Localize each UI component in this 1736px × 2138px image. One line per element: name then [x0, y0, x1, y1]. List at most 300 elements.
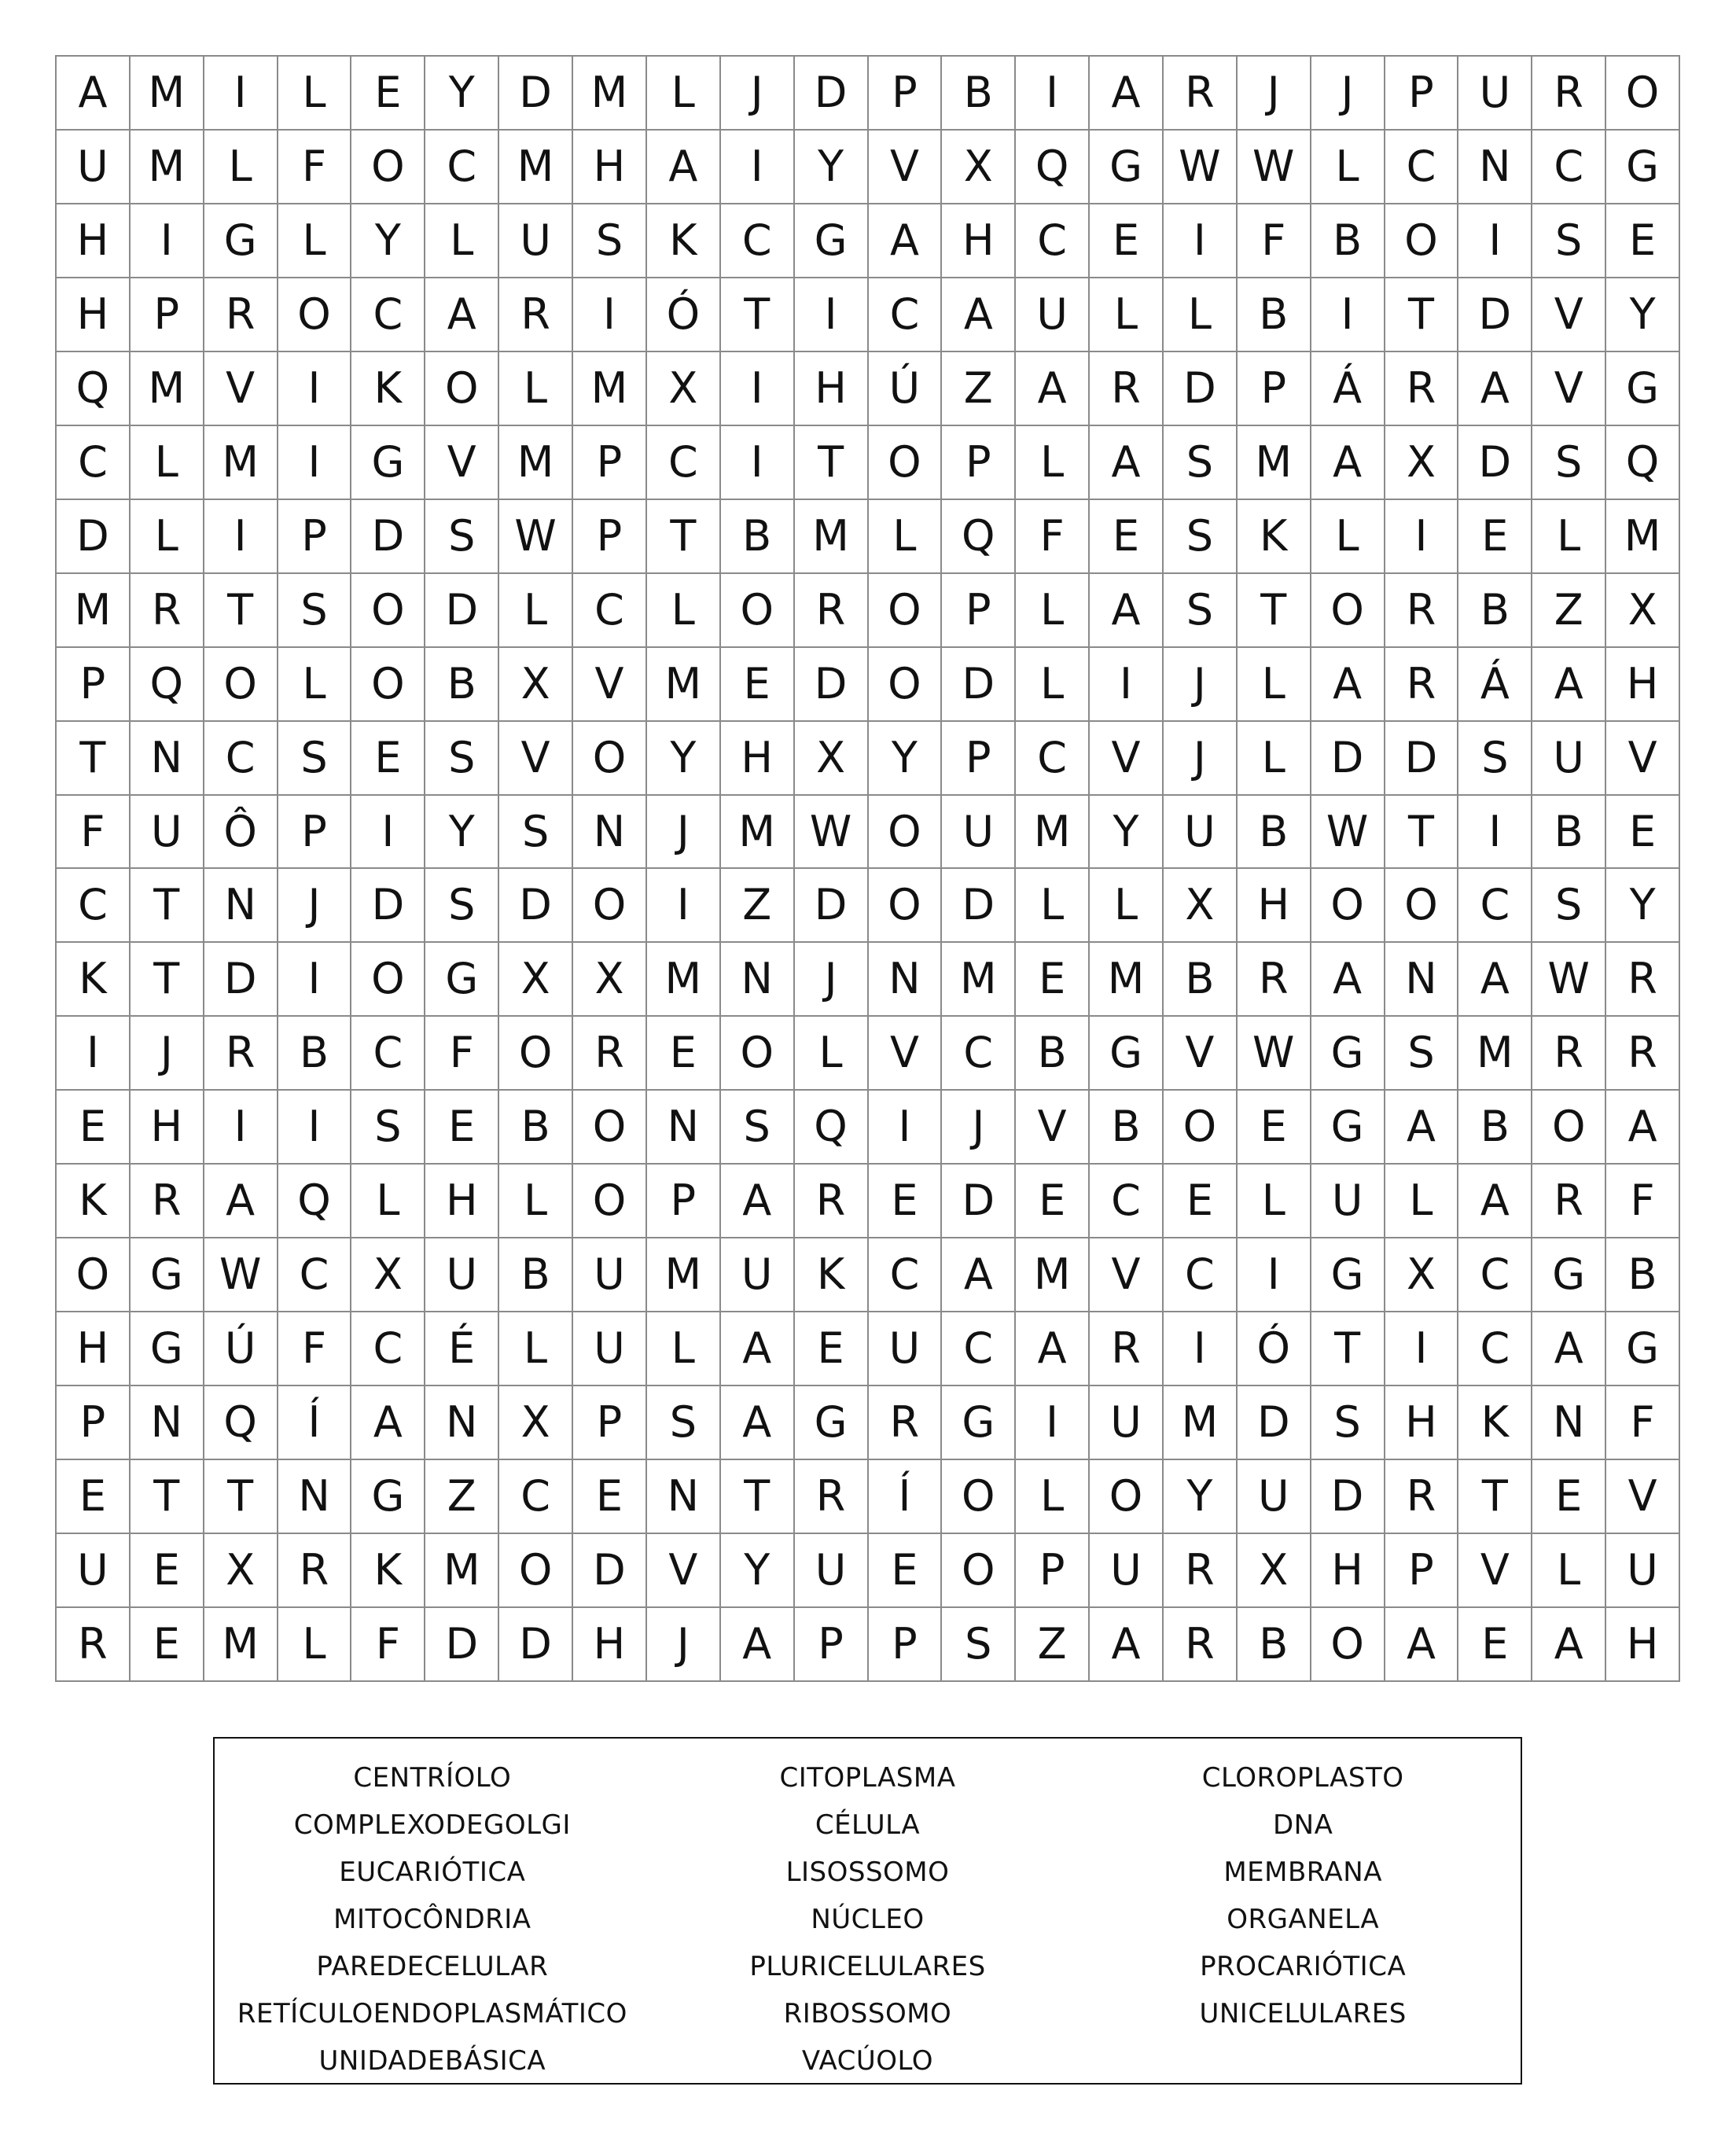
grid-cell[interactable]: I [1238, 1238, 1311, 1312]
grid-cell[interactable]: O [1606, 57, 1680, 131]
grid-cell[interactable]: Ó [1238, 1312, 1311, 1386]
grid-cell[interactable]: Z [721, 869, 795, 943]
grid-cell[interactable]: B [499, 1238, 573, 1312]
grid-cell[interactable]: G [1090, 1017, 1164, 1091]
grid-cell[interactable]: V [1016, 1091, 1090, 1165]
grid-cell[interactable]: U [1311, 1165, 1385, 1238]
grid-cell[interactable]: C [351, 1017, 425, 1091]
grid-cell[interactable]: N [1532, 1386, 1606, 1460]
grid-cell[interactable]: H [57, 204, 131, 278]
grid-cell[interactable]: O [869, 426, 943, 500]
grid-cell[interactable]: F [278, 131, 352, 204]
grid-cell[interactable]: I [204, 500, 278, 574]
grid-cell[interactable]: C [499, 1460, 573, 1534]
grid-cell[interactable]: L [131, 500, 204, 574]
grid-cell[interactable]: I [721, 352, 795, 426]
grid-cell[interactable]: U [573, 1312, 647, 1386]
grid-cell[interactable]: Q [1016, 131, 1090, 204]
grid-cell[interactable]: R [499, 278, 573, 352]
grid-cell[interactable]: O [869, 796, 943, 870]
grid-cell[interactable]: E [57, 1091, 131, 1165]
grid-cell[interactable]: M [131, 57, 204, 131]
grid-cell[interactable]: D [795, 648, 869, 722]
grid-cell[interactable]: P [573, 1386, 647, 1460]
grid-cell[interactable]: B [1238, 1608, 1311, 1682]
grid-cell[interactable]: W [1238, 1017, 1311, 1091]
grid-cell[interactable]: M [647, 943, 721, 1017]
grid-cell[interactable]: S [1458, 722, 1532, 796]
grid-cell[interactable]: M [131, 352, 204, 426]
grid-cell[interactable]: L [1311, 131, 1385, 204]
grid-cell[interactable]: I [1385, 500, 1459, 574]
grid-cell[interactable]: E [1532, 1460, 1606, 1534]
grid-cell[interactable]: P [1385, 1534, 1459, 1608]
grid-cell[interactable]: O [57, 1238, 131, 1312]
grid-cell[interactable]: Z [1532, 574, 1606, 648]
grid-cell[interactable]: G [1311, 1091, 1385, 1165]
grid-cell[interactable]: J [131, 1017, 204, 1091]
grid-cell[interactable]: M [57, 574, 131, 648]
grid-cell[interactable]: B [1238, 278, 1311, 352]
grid-cell[interactable]: W [795, 796, 869, 870]
grid-cell[interactable]: R [1385, 648, 1459, 722]
grid-cell[interactable]: E [1164, 1165, 1238, 1238]
grid-cell[interactable]: R [1090, 352, 1164, 426]
grid-cell[interactable]: M [647, 1238, 721, 1312]
grid-cell[interactable]: S [425, 500, 499, 574]
grid-cell[interactable]: E [351, 57, 425, 131]
grid-cell[interactable]: B [1458, 574, 1532, 648]
grid-cell[interactable]: H [425, 1165, 499, 1238]
grid-cell[interactable]: C [647, 426, 721, 500]
grid-cell[interactable]: X [351, 1238, 425, 1312]
grid-cell[interactable]: O [499, 1534, 573, 1608]
grid-cell[interactable]: J [721, 57, 795, 131]
grid-cell[interactable]: X [647, 352, 721, 426]
grid-cell[interactable]: H [1311, 1534, 1385, 1608]
grid-cell[interactable]: I [1458, 204, 1532, 278]
grid-cell[interactable]: V [573, 648, 647, 722]
grid-cell[interactable]: U [1016, 278, 1090, 352]
grid-cell[interactable]: H [1606, 648, 1680, 722]
grid-cell[interactable]: H [1238, 869, 1311, 943]
grid-cell[interactable]: E [869, 1534, 943, 1608]
grid-cell[interactable]: N [278, 1460, 352, 1534]
grid-cell[interactable]: Q [795, 1091, 869, 1165]
grid-cell[interactable]: T [721, 278, 795, 352]
grid-cell[interactable]: O [425, 352, 499, 426]
grid-cell[interactable]: X [499, 648, 573, 722]
grid-cell[interactable]: L [425, 204, 499, 278]
grid-cell[interactable]: U [1090, 1534, 1164, 1608]
grid-cell[interactable]: U [1238, 1460, 1311, 1534]
grid-cell[interactable]: D [573, 1534, 647, 1608]
grid-cell[interactable]: C [1458, 1312, 1532, 1386]
grid-cell[interactable]: U [131, 796, 204, 870]
grid-cell[interactable]: R [1532, 1017, 1606, 1091]
grid-cell[interactable]: F [278, 1312, 352, 1386]
grid-cell[interactable]: W [204, 1238, 278, 1312]
grid-cell[interactable]: C [1016, 204, 1090, 278]
grid-cell[interactable]: M [1238, 426, 1311, 500]
grid-cell[interactable]: A [425, 278, 499, 352]
grid-cell[interactable]: O [573, 1165, 647, 1238]
grid-cell[interactable]: B [942, 57, 1016, 131]
grid-cell[interactable]: L [1385, 1165, 1459, 1238]
grid-cell[interactable]: U [1606, 1534, 1680, 1608]
grid-cell[interactable]: T [647, 500, 721, 574]
grid-cell[interactable]: C [942, 1312, 1016, 1386]
grid-cell[interactable]: P [942, 426, 1016, 500]
grid-cell[interactable]: C [1385, 131, 1459, 204]
grid-cell[interactable]: A [869, 204, 943, 278]
grid-cell[interactable]: R [1606, 943, 1680, 1017]
grid-cell[interactable]: L [647, 574, 721, 648]
grid-cell[interactable]: E [425, 1091, 499, 1165]
grid-cell[interactable]: B [1532, 796, 1606, 870]
grid-cell[interactable]: P [1238, 352, 1311, 426]
grid-cell[interactable]: G [425, 943, 499, 1017]
grid-cell[interactable]: N [1458, 131, 1532, 204]
grid-cell[interactable]: M [1164, 1386, 1238, 1460]
grid-cell[interactable]: L [1090, 869, 1164, 943]
grid-cell[interactable]: L [278, 204, 352, 278]
grid-cell[interactable]: E [721, 648, 795, 722]
grid-cell[interactable]: N [1385, 943, 1459, 1017]
grid-cell[interactable]: A [721, 1386, 795, 1460]
grid-cell[interactable]: U [499, 204, 573, 278]
grid-cell[interactable]: Í [869, 1460, 943, 1534]
grid-cell[interactable]: G [1311, 1017, 1385, 1091]
grid-cell[interactable]: O [351, 648, 425, 722]
grid-cell[interactable]: Q [131, 648, 204, 722]
grid-cell[interactable]: W [1311, 796, 1385, 870]
grid-cell[interactable]: O [204, 648, 278, 722]
grid-cell[interactable]: R [131, 574, 204, 648]
grid-cell[interactable]: O [499, 1017, 573, 1091]
grid-cell[interactable]: A [351, 1386, 425, 1460]
grid-cell[interactable]: O [942, 1534, 1016, 1608]
grid-cell[interactable]: G [1606, 352, 1680, 426]
grid-cell[interactable]: S [1532, 426, 1606, 500]
grid-cell[interactable]: G [1311, 1238, 1385, 1312]
grid-cell[interactable]: O [573, 1091, 647, 1165]
grid-cell[interactable]: P [573, 426, 647, 500]
grid-cell[interactable]: D [499, 57, 573, 131]
grid-cell[interactable]: M [499, 426, 573, 500]
grid-cell[interactable]: L [499, 1312, 573, 1386]
grid-cell[interactable]: D [942, 648, 1016, 722]
grid-cell[interactable]: R [1164, 1534, 1238, 1608]
grid-cell[interactable]: M [204, 426, 278, 500]
grid-cell[interactable]: E [1458, 1608, 1532, 1682]
grid-cell[interactable]: E [1458, 500, 1532, 574]
grid-cell[interactable]: X [1238, 1534, 1311, 1608]
grid-cell[interactable]: A [1458, 1165, 1532, 1238]
grid-cell[interactable]: S [1164, 426, 1238, 500]
grid-cell[interactable]: I [721, 426, 795, 500]
grid-cell[interactable]: U [721, 1238, 795, 1312]
grid-cell[interactable]: C [278, 1238, 352, 1312]
grid-cell[interactable]: O [869, 869, 943, 943]
grid-cell[interactable]: E [1090, 500, 1164, 574]
grid-cell[interactable]: V [1458, 1534, 1532, 1608]
grid-cell[interactable]: D [1385, 722, 1459, 796]
grid-cell[interactable]: S [278, 574, 352, 648]
grid-cell[interactable]: B [1016, 1017, 1090, 1091]
grid-cell[interactable]: T [204, 574, 278, 648]
grid-cell[interactable]: G [942, 1386, 1016, 1460]
grid-cell[interactable]: B [721, 500, 795, 574]
grid-cell[interactable]: X [573, 943, 647, 1017]
grid-cell[interactable]: I [204, 1091, 278, 1165]
grid-cell[interactable]: E [1606, 796, 1680, 870]
grid-cell[interactable]: P [57, 1386, 131, 1460]
grid-cell[interactable]: H [131, 1091, 204, 1165]
grid-cell[interactable]: S [1532, 204, 1606, 278]
grid-cell[interactable]: R [1606, 1017, 1680, 1091]
grid-cell[interactable]: A [1090, 574, 1164, 648]
grid-cell[interactable]: Í [278, 1386, 352, 1460]
grid-cell[interactable]: X [942, 131, 1016, 204]
grid-cell[interactable]: J [942, 1091, 1016, 1165]
grid-cell[interactable]: K [1238, 500, 1311, 574]
grid-cell[interactable]: C [869, 278, 943, 352]
grid-cell[interactable]: E [573, 1460, 647, 1534]
grid-cell[interactable]: T [721, 1460, 795, 1534]
grid-cell[interactable]: L [1311, 500, 1385, 574]
grid-cell[interactable]: P [278, 500, 352, 574]
grid-cell[interactable]: U [1090, 1386, 1164, 1460]
grid-cell[interactable]: A [1311, 648, 1385, 722]
grid-cell[interactable]: Y [647, 722, 721, 796]
grid-cell[interactable]: A [647, 131, 721, 204]
grid-cell[interactable]: I [351, 796, 425, 870]
grid-cell[interactable]: V [1532, 278, 1606, 352]
grid-cell[interactable]: D [499, 869, 573, 943]
grid-cell[interactable]: A [721, 1312, 795, 1386]
grid-cell[interactable]: E [795, 1312, 869, 1386]
grid-cell[interactable]: V [1090, 722, 1164, 796]
grid-cell[interactable]: P [942, 574, 1016, 648]
grid-cell[interactable]: J [278, 869, 352, 943]
grid-cell[interactable]: A [1090, 57, 1164, 131]
grid-cell[interactable]: M [647, 648, 721, 722]
grid-cell[interactable]: A [1016, 352, 1090, 426]
grid-cell[interactable]: F [1016, 500, 1090, 574]
grid-cell[interactable]: P [869, 1608, 943, 1682]
grid-cell[interactable]: I [1311, 278, 1385, 352]
grid-cell[interactable]: R [1532, 57, 1606, 131]
grid-cell[interactable]: E [647, 1017, 721, 1091]
grid-cell[interactable]: R [1385, 1460, 1459, 1534]
grid-cell[interactable]: M [573, 352, 647, 426]
grid-cell[interactable]: V [647, 1534, 721, 1608]
grid-cell[interactable]: I [647, 869, 721, 943]
grid-cell[interactable]: D [1311, 1460, 1385, 1534]
grid-cell[interactable]: Y [351, 204, 425, 278]
grid-cell[interactable]: A [942, 278, 1016, 352]
grid-cell[interactable]: E [131, 1534, 204, 1608]
grid-cell[interactable]: J [1164, 648, 1238, 722]
grid-cell[interactable]: I [278, 352, 352, 426]
grid-cell[interactable]: M [942, 943, 1016, 1017]
grid-cell[interactable]: V [1532, 352, 1606, 426]
grid-cell[interactable]: Ó [647, 278, 721, 352]
grid-cell[interactable]: Y [1606, 869, 1680, 943]
grid-cell[interactable]: D [942, 869, 1016, 943]
grid-cell[interactable]: L [1164, 278, 1238, 352]
grid-cell[interactable]: P [1385, 57, 1459, 131]
grid-cell[interactable]: H [795, 352, 869, 426]
grid-cell[interactable]: G [351, 1460, 425, 1534]
grid-cell[interactable]: Q [278, 1165, 352, 1238]
grid-cell[interactable]: G [1606, 1312, 1680, 1386]
grid-cell[interactable]: Ú [869, 352, 943, 426]
grid-cell[interactable]: E [1016, 1165, 1090, 1238]
grid-cell[interactable]: O [351, 131, 425, 204]
grid-cell[interactable]: C [942, 1017, 1016, 1091]
grid-cell[interactable]: U [1532, 722, 1606, 796]
grid-cell[interactable]: O [1311, 574, 1385, 648]
grid-cell[interactable]: J [1311, 57, 1385, 131]
grid-cell[interactable]: N [131, 1386, 204, 1460]
grid-cell[interactable]: S [425, 722, 499, 796]
grid-cell[interactable]: O [869, 574, 943, 648]
grid-cell[interactable]: A [57, 57, 131, 131]
grid-cell[interactable]: L [1016, 1460, 1090, 1534]
grid-cell[interactable]: C [57, 426, 131, 500]
grid-cell[interactable]: H [721, 722, 795, 796]
grid-cell[interactable]: M [1606, 500, 1680, 574]
grid-cell[interactable]: H [573, 131, 647, 204]
grid-cell[interactable]: E [1090, 204, 1164, 278]
grid-cell[interactable]: X [499, 1386, 573, 1460]
grid-cell[interactable]: L [131, 426, 204, 500]
grid-cell[interactable]: Q [942, 500, 1016, 574]
grid-cell[interactable]: I [1016, 57, 1090, 131]
grid-cell[interactable]: O [1311, 869, 1385, 943]
grid-cell[interactable]: I [278, 943, 352, 1017]
grid-cell[interactable]: D [57, 500, 131, 574]
grid-cell[interactable]: U [1458, 57, 1532, 131]
grid-cell[interactable]: K [57, 943, 131, 1017]
grid-cell[interactable]: D [795, 57, 869, 131]
grid-cell[interactable]: X [1164, 869, 1238, 943]
grid-cell[interactable]: O [1385, 204, 1459, 278]
grid-cell[interactable]: B [1090, 1091, 1164, 1165]
grid-cell[interactable]: N [131, 722, 204, 796]
grid-cell[interactable]: H [573, 1608, 647, 1682]
grid-cell[interactable]: I [1164, 1312, 1238, 1386]
grid-cell[interactable]: K [57, 1165, 131, 1238]
grid-cell[interactable]: T [131, 943, 204, 1017]
grid-cell[interactable]: W [1238, 131, 1311, 204]
grid-cell[interactable]: D [425, 574, 499, 648]
grid-cell[interactable]: F [425, 1017, 499, 1091]
grid-cell[interactable]: R [869, 1386, 943, 1460]
grid-cell[interactable]: C [351, 278, 425, 352]
grid-cell[interactable]: L [278, 57, 352, 131]
grid-cell[interactable]: V [1164, 1017, 1238, 1091]
grid-cell[interactable]: Q [204, 1386, 278, 1460]
grid-cell[interactable]: S [1164, 500, 1238, 574]
grid-cell[interactable]: L [499, 352, 573, 426]
grid-cell[interactable]: I [795, 278, 869, 352]
grid-cell[interactable]: R [1532, 1165, 1606, 1238]
grid-cell[interactable]: L [1238, 1165, 1311, 1238]
grid-cell[interactable]: P [573, 500, 647, 574]
grid-cell[interactable]: O [942, 1460, 1016, 1534]
grid-cell[interactable]: D [351, 869, 425, 943]
grid-cell[interactable]: N [721, 943, 795, 1017]
grid-cell[interactable]: E [131, 1608, 204, 1682]
grid-cell[interactable]: O [869, 648, 943, 722]
grid-cell[interactable]: V [1090, 1238, 1164, 1312]
grid-cell[interactable]: H [57, 278, 131, 352]
grid-cell[interactable]: V [869, 1017, 943, 1091]
grid-cell[interactable]: B [1606, 1238, 1680, 1312]
grid-cell[interactable]: Á [1311, 352, 1385, 426]
grid-cell[interactable]: S [278, 722, 352, 796]
grid-cell[interactable]: D [1164, 352, 1238, 426]
grid-cell[interactable]: X [204, 1534, 278, 1608]
grid-cell[interactable]: M [721, 796, 795, 870]
grid-cell[interactable]: R [1385, 352, 1459, 426]
grid-cell[interactable]: S [1311, 1386, 1385, 1460]
grid-cell[interactable]: Z [425, 1460, 499, 1534]
grid-cell[interactable]: L [1090, 278, 1164, 352]
grid-cell[interactable]: C [869, 1238, 943, 1312]
grid-cell[interactable]: C [1458, 869, 1532, 943]
grid-cell[interactable]: G [1090, 131, 1164, 204]
grid-cell[interactable]: É [425, 1312, 499, 1386]
grid-cell[interactable]: X [795, 722, 869, 796]
grid-cell[interactable]: V [425, 426, 499, 500]
grid-cell[interactable]: W [499, 500, 573, 574]
grid-cell[interactable]: S [1532, 869, 1606, 943]
grid-cell[interactable]: L [1532, 1534, 1606, 1608]
grid-cell[interactable]: D [1458, 278, 1532, 352]
grid-cell[interactable]: Y [425, 796, 499, 870]
grid-cell[interactable]: R [131, 1165, 204, 1238]
grid-cell[interactable]: L [204, 131, 278, 204]
grid-cell[interactable]: G [204, 204, 278, 278]
grid-cell[interactable]: K [351, 1534, 425, 1608]
grid-cell[interactable]: E [1016, 943, 1090, 1017]
grid-cell[interactable]: A [721, 1165, 795, 1238]
grid-cell[interactable]: A [204, 1165, 278, 1238]
grid-cell[interactable]: R [1385, 574, 1459, 648]
grid-cell[interactable]: R [1164, 57, 1238, 131]
grid-cell[interactable]: A [1311, 426, 1385, 500]
grid-cell[interactable]: L [1016, 648, 1090, 722]
grid-cell[interactable]: V [204, 352, 278, 426]
grid-cell[interactable]: A [1532, 1608, 1606, 1682]
grid-cell[interactable]: D [795, 869, 869, 943]
grid-cell[interactable]: I [1016, 1386, 1090, 1460]
grid-cell[interactable]: Y [721, 1534, 795, 1608]
grid-cell[interactable]: V [869, 131, 943, 204]
grid-cell[interactable]: A [721, 1608, 795, 1682]
grid-cell[interactable]: U [942, 796, 1016, 870]
grid-cell[interactable]: Ú [204, 1312, 278, 1386]
grid-cell[interactable]: A [1458, 943, 1532, 1017]
grid-cell[interactable]: P [869, 57, 943, 131]
grid-cell[interactable]: D [942, 1165, 1016, 1238]
grid-cell[interactable]: M [573, 57, 647, 131]
grid-cell[interactable]: I [278, 426, 352, 500]
